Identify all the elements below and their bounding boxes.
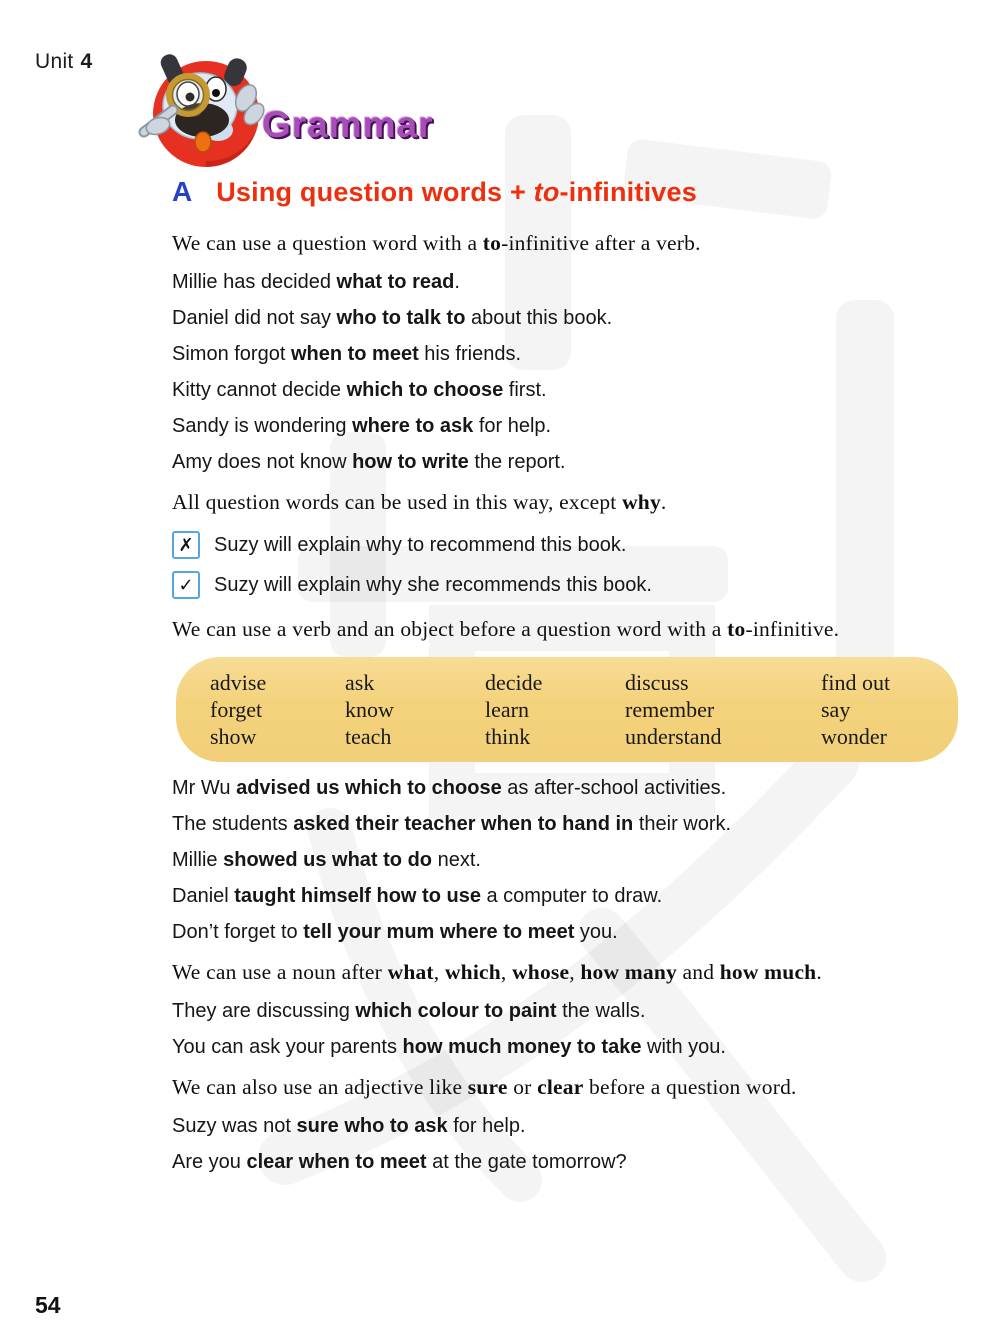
text-segment: before a question word.: [583, 1075, 797, 1099]
text-segment: Don’t forget to: [172, 921, 304, 943]
section-letter: A: [172, 176, 193, 207]
text-segment: the walls.: [556, 1000, 646, 1022]
example-sentence: [172, 343, 964, 365]
word-item: learn: [485, 697, 529, 722]
text-segment: All question words can be used in this way, except: [172, 490, 623, 514]
text-segment: Millie has decided: [172, 271, 337, 293]
text-segment: -infinitive after a verb.: [501, 231, 701, 255]
sentence-text: [172, 379, 547, 401]
example-sentence: [172, 813, 964, 835]
section-title: [216, 177, 697, 207]
text-segment: the report.: [468, 451, 566, 473]
text-segment: what: [387, 960, 434, 984]
text-segment: how many: [580, 960, 677, 984]
text-segment: Are you: [172, 1151, 247, 1173]
example-sentence: [172, 777, 964, 799]
text-segment: Millie: [172, 849, 224, 871]
example-sentence: [172, 921, 964, 943]
page-number: 54: [35, 1292, 61, 1318]
word-item: find out: [821, 670, 891, 695]
sentence-text: [172, 343, 521, 365]
text-segment: sure: [467, 1075, 508, 1099]
sentence-text: [172, 921, 618, 943]
unit-word: Unit: [35, 50, 74, 73]
text-segment: .: [816, 960, 822, 984]
text-segment: for help.: [447, 1115, 526, 1137]
text-segment: We can use a question word with a: [172, 231, 483, 255]
text-segment: and: [676, 960, 720, 984]
example-sentence: [172, 849, 964, 871]
text-segment: which colour to paint: [355, 1000, 557, 1022]
text-segment: ,: [433, 960, 445, 984]
text-segment: Daniel: [172, 885, 235, 907]
text-segment: They are discussing: [172, 1000, 356, 1022]
text-segment: .: [660, 490, 667, 514]
sentence-text: [172, 1036, 726, 1058]
text-segment: clear: [537, 1075, 584, 1099]
example-sentence: [172, 307, 964, 329]
text-segment: We can also use an adjective like: [172, 1075, 468, 1099]
sentence-text: [172, 1151, 627, 1173]
sentence-text: [172, 777, 726, 799]
text-segment: when to meet: [290, 343, 419, 365]
text-segment: advised us which to choose: [236, 777, 502, 799]
sentence-text: [214, 574, 652, 597]
grammar-section: [172, 176, 964, 1187]
text-segment: a computer to draw.: [480, 885, 663, 907]
rule-line: [172, 489, 964, 515]
rule-line: [172, 230, 964, 256]
text-segment: Amy does not know: [172, 451, 353, 473]
sentence-text: [172, 960, 822, 984]
text-segment: ,: [569, 960, 581, 984]
text-segment: asked their teacher when to hand in: [293, 813, 634, 835]
text-segment: showed us what to do: [223, 849, 433, 871]
text-segment: first.: [503, 379, 547, 401]
text-segment: about this book.: [465, 307, 613, 329]
sentence-text: [172, 617, 839, 641]
example-sentence: [172, 415, 964, 437]
text-segment: or: [507, 1075, 538, 1099]
rule-line: [172, 1074, 964, 1100]
word-item: say: [821, 697, 851, 722]
text-segment: how much money to take: [402, 1036, 642, 1058]
word-item: teach: [345, 724, 392, 749]
example-sentence: [172, 1036, 964, 1058]
checkbox-example-line: [172, 530, 964, 560]
text-segment: you.: [574, 921, 618, 943]
word-box-column: [485, 669, 625, 750]
text-segment: who to talk to: [336, 307, 466, 329]
text-segment: Suzy was not: [172, 1115, 297, 1137]
text-segment: Using question words +: [216, 177, 534, 207]
example-sentence: [172, 1000, 964, 1022]
example-sentence: [172, 451, 964, 473]
word-item: decide: [485, 670, 543, 695]
text-segment: We can use a verb and an object before a question word with a: [172, 617, 728, 641]
tick-checkbox-icon: ✓: [172, 571, 200, 599]
text-segment: at the gate tomorrow?: [426, 1151, 627, 1173]
section-heading: [172, 176, 964, 208]
text-segment: to: [482, 231, 502, 255]
text-segment: Sandy is wondering: [172, 415, 353, 437]
text-segment: to: [533, 177, 560, 207]
word-item: know: [345, 697, 394, 722]
word-item: think: [485, 724, 531, 749]
text-segment: why: [622, 490, 661, 514]
example-sentence: [172, 1151, 964, 1173]
text-segment: for help.: [473, 415, 552, 437]
word-item: forget: [210, 697, 263, 722]
text-segment: tell your mum where to meet: [303, 921, 575, 943]
text-segment: Simon forgot: [172, 343, 291, 365]
grammar-logo-label: Grammar: [262, 104, 434, 145]
sentence-text: [172, 1075, 797, 1099]
rule-line: [172, 959, 964, 985]
sentence-text: [172, 231, 701, 255]
sentence-text: [172, 1115, 526, 1137]
text-segment: how to write: [352, 451, 469, 473]
text-segment: what to read: [336, 271, 455, 293]
sentence-text: [172, 271, 460, 293]
word-item: understand: [625, 724, 722, 749]
text-segment: The students: [172, 813, 294, 835]
text-segment: which: [444, 960, 501, 984]
text-segment: how much: [719, 960, 817, 984]
text-segment: ,: [500, 960, 513, 984]
text-segment: Suzy will explain why to recommend this book.: [214, 533, 627, 556]
word-box-column: [210, 669, 345, 750]
text-segment: sure who to ask: [296, 1115, 448, 1137]
text-segment: -infinitive.: [745, 617, 840, 641]
text-segment: taught himself how to use: [234, 885, 481, 907]
word-item: discuss: [625, 670, 689, 695]
rule-line: [172, 616, 964, 642]
text-segment: next.: [432, 849, 481, 871]
text-segment: Mr Wu: [172, 777, 237, 799]
text-segment: -infinitives: [559, 177, 697, 207]
text-segment: Kitty cannot decide: [172, 379, 347, 401]
content-blocks: [172, 230, 964, 1173]
checkbox-example-line: [172, 570, 964, 600]
text-segment: You can ask your parents: [172, 1036, 403, 1058]
text-segment: to: [727, 617, 746, 641]
example-sentence: [172, 271, 964, 293]
word-box-column: [345, 669, 485, 750]
word-item: show: [210, 724, 257, 749]
word-box-column: [625, 669, 821, 750]
example-sentence: [172, 379, 964, 401]
word-item: wonder: [821, 724, 887, 749]
sentence-text: [214, 534, 626, 557]
word-item: remember: [625, 697, 715, 722]
word-item: advise: [210, 670, 267, 695]
text-segment: their work.: [633, 813, 732, 835]
verb-word-box: [176, 657, 958, 762]
text-segment: We can use a noun after: [172, 960, 388, 984]
sentence-text: [172, 1000, 645, 1022]
text-segment: clear when to meet: [246, 1151, 427, 1173]
text-segment: with you.: [641, 1036, 726, 1058]
text-segment: .: [454, 271, 460, 293]
example-sentence: [172, 1115, 964, 1137]
unit-label: [35, 50, 93, 74]
sentence-text: [172, 490, 666, 514]
sentence-text: [172, 885, 662, 907]
example-sentence: [172, 885, 964, 907]
sentence-text: [172, 849, 481, 871]
sentence-text: [172, 813, 731, 835]
text-segment: as after-school activities.: [501, 777, 727, 799]
sentence-text: [172, 451, 565, 473]
text-segment: where to ask: [352, 415, 474, 437]
text-segment: Daniel did not say: [172, 307, 337, 329]
text-segment: which to choose: [346, 379, 504, 401]
text-segment: his friends.: [418, 343, 522, 365]
sentence-text: [172, 415, 551, 437]
sentence-text: [172, 307, 612, 329]
word-item: ask: [345, 670, 375, 695]
text-segment: whose: [512, 960, 570, 984]
cross-checkbox-icon: ✗: [172, 531, 200, 559]
unit-number: 4: [80, 50, 93, 73]
word-box-column: [821, 669, 938, 750]
text-segment: Suzy will explain why she recommends this book.: [214, 573, 652, 596]
